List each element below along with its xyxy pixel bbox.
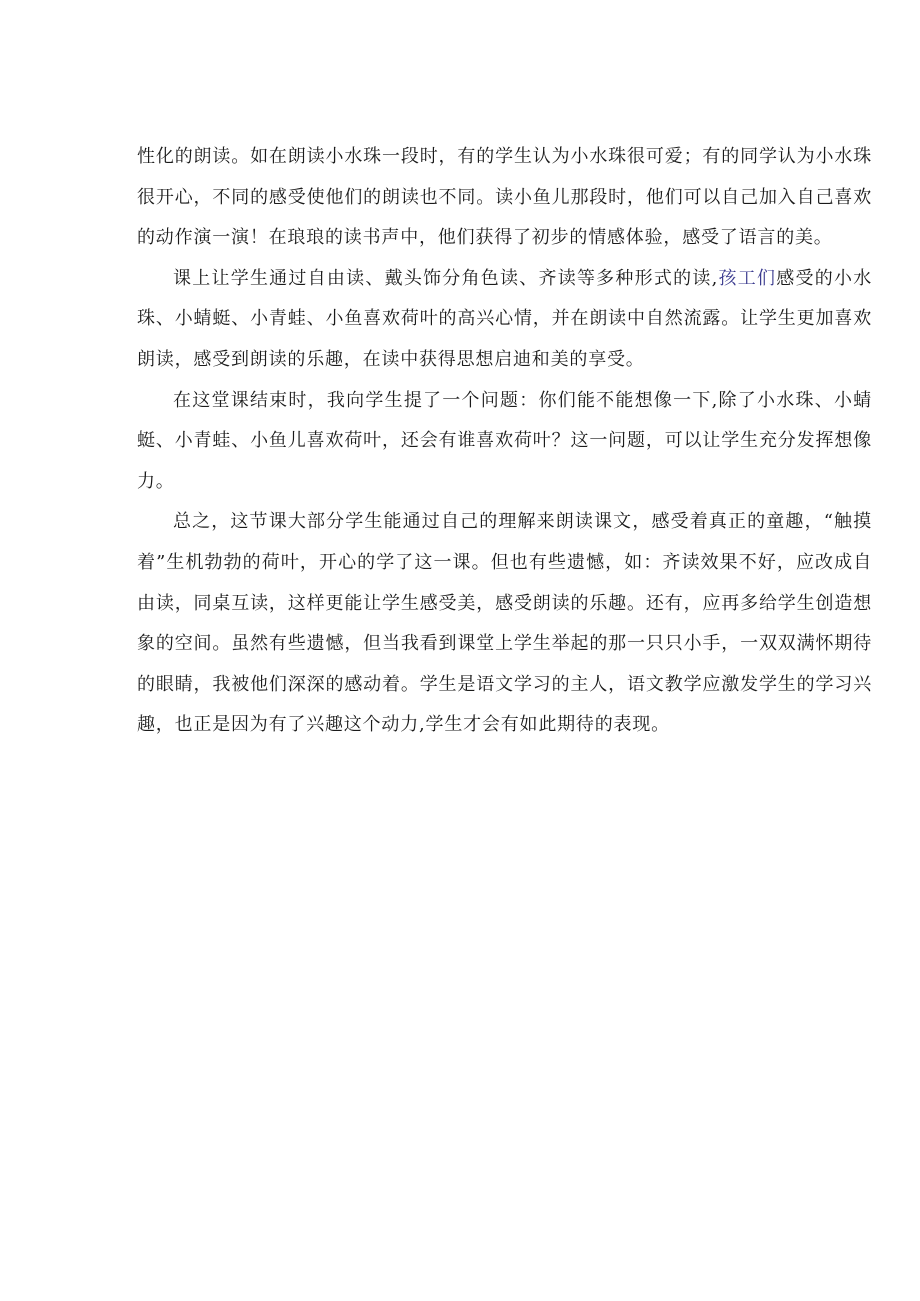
paragraph-2-before: 课上让学生通过自由读、戴头饰分角色读、齐读等多种形式的读, <box>173 267 719 289</box>
document-body <box>137 137 872 746</box>
paragraph-3: 在这堂课结束时，我向学生提了一个问题：你们能不能想像一下,除了小水珠、小蜻蜓、小青蛙、小鱼儿喜欢荷叶，还会有谁喜欢荷叶？这一问题，可以让学生充分发挥想像力。 <box>137 389 872 492</box>
paragraph-2-after: 感受的小水珠、小蜻蜓、小青蛙、小鱼喜欢荷叶的高兴心情，并在朗读中自然流露。让学生更加喜欢朗读，感受到朗读的乐趣，在读中获得思想启迪和美的享受。 <box>137 267 873 370</box>
highlighted-word: 孩工们 <box>718 267 777 289</box>
paragraph-1: 性化的朗读。如在朗读小水珠一段时，有的学生认为小水珠很可爱；有的同学认为小水珠很开心，不同的感受使他们的朗读也不同。读小鱼儿那段时，他们可以自己加入自己喜欢的动作演一演！在琅琅的读书声中，他们获得了初步的情感体验，感受了语言的美。 <box>137 146 872 249</box>
paragraph-2 <box>137 259 872 381</box>
paragraph-4: 总之，这节课大部分学生能通过自己的理解来朗读课文，感受着真正的童趣，“触摸着”生机勃勃的荷叶，开心的学了这一课。但也有些遗憾，如：齐读效果不好，应改成自由读，同桌互读，这样更能让学生感受美，感受朗读的乐趣。还有，应再多给学生创造想象的空间。虽然有些遗憾，但当我看到课堂上学生举起的那一只只小手，一双双满怀期待的眼睛，我被他们深深的感动着。学生是语文学习的主人，语文教学应激发学生的学习兴趣，也正是因为有了兴趣这个动力,学生才会有如此期待的表现。 <box>137 511 872 736</box>
